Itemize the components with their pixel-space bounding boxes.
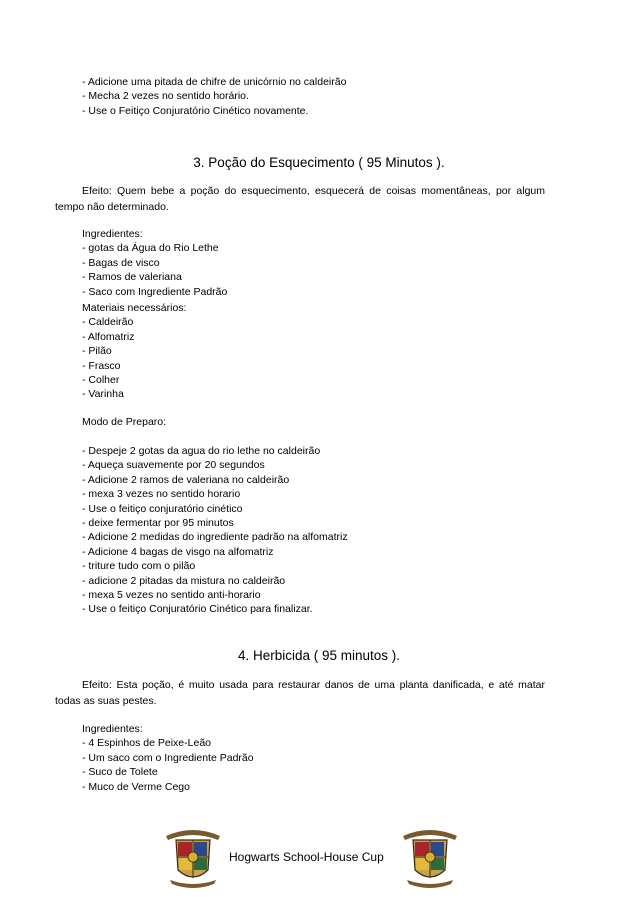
list-item: - Um saco com o Ingrediente Padrão <box>82 751 254 764</box>
section-3-effect: Efeito: Quem bebe a poção do esquecimento, esquecerá de coisas momentâneas, por algum tempo não determinado. <box>55 185 545 213</box>
list-item: - Adicione uma pitada de chifre de unicórnio no caldeirão <box>82 76 347 88</box>
list-item: - Saco com Ingrediente Padrão <box>82 285 228 298</box>
list-item: - Ramos de valeriana <box>82 271 182 284</box>
method-label: Modo de Preparo: <box>82 416 167 428</box>
list-item: - Bagas de visco <box>82 256 160 269</box>
list-item: - Aqueça suavemente por 20 segundos <box>82 459 265 472</box>
list-item: - deixe fermentar por 95 minutos <box>82 517 234 530</box>
ingredients-label: Ingredientes: <box>82 723 143 735</box>
list-item: - 4 Espinhos de Peixe-Leão <box>82 737 211 750</box>
list-item: - Use o Feitiço Conjuratório Cinético novamente. <box>82 104 309 117</box>
materials-label: Materiais necessários: <box>82 302 187 314</box>
list-item: - gotas da Água do Rio Lethe <box>82 242 219 255</box>
section-3-method-label <box>82 415 562 429</box>
list-item: - Caldeirão <box>82 316 134 329</box>
list-item: - Varinha <box>82 388 124 401</box>
intro-steps <box>82 75 562 118</box>
list-item: - Mecha 2 vezes no sentido horário. <box>82 90 249 103</box>
ingredients-label: Ingredientes: <box>82 228 143 240</box>
section-4-ingredients <box>82 722 562 794</box>
list-item: - Adicione 2 ramos de valeriana no caldeirão <box>82 473 290 486</box>
footer-text: Hogwarts School-House Cup <box>229 850 384 864</box>
list-item: - Use o feitiço conjuratório cinético <box>82 502 243 515</box>
list-item: - Adicione 4 bagas de visgo na alfomatriz <box>82 545 274 558</box>
list-item: - Frasco <box>82 359 121 372</box>
list-item: - Suco de Tolete <box>82 766 158 779</box>
hogwarts-crest-logo-right <box>395 822 465 892</box>
hogwarts-crest-logo-left <box>158 822 228 892</box>
section-3-ingredients <box>82 227 562 299</box>
list-item: - Alfomatriz <box>82 330 135 343</box>
list-item: - adicione 2 pitadas da mistura no caldeirão <box>82 574 286 587</box>
list-item: - mexa 5 vezes no sentido anti-horario <box>82 589 261 602</box>
section-3-method <box>82 444 562 617</box>
list-item: - Use o feitiço Conjuratório Cinético para finalizar. <box>82 603 313 616</box>
section-4-effect: Efeito: Esta poção, é muito usada para restaurar danos de uma planta danificada, e até matar todas as suas pestes. <box>55 679 545 707</box>
list-item: - mexa 3 vezes no sentido horario <box>82 488 241 501</box>
list-item: - Adicione 2 medidas do ingrediente padrão na alfomatriz <box>82 531 348 544</box>
list-item: - triture tudo com o pilão <box>82 560 196 573</box>
list-item: - Colher <box>82 374 120 387</box>
list-item: - Muco de Verme Cego <box>82 780 190 793</box>
list-item: - Pilão <box>82 345 112 358</box>
section-3-materials <box>82 301 562 402</box>
section-3-title: 3. Poção do Esquecimento ( 95 Minutos ). <box>193 155 445 170</box>
section-4-title: 4. Herbicida ( 95 minutos ). <box>237 648 401 663</box>
list-item: - Despeje 2 gotas da agua do rio lethe no caldeirão <box>82 445 321 457</box>
